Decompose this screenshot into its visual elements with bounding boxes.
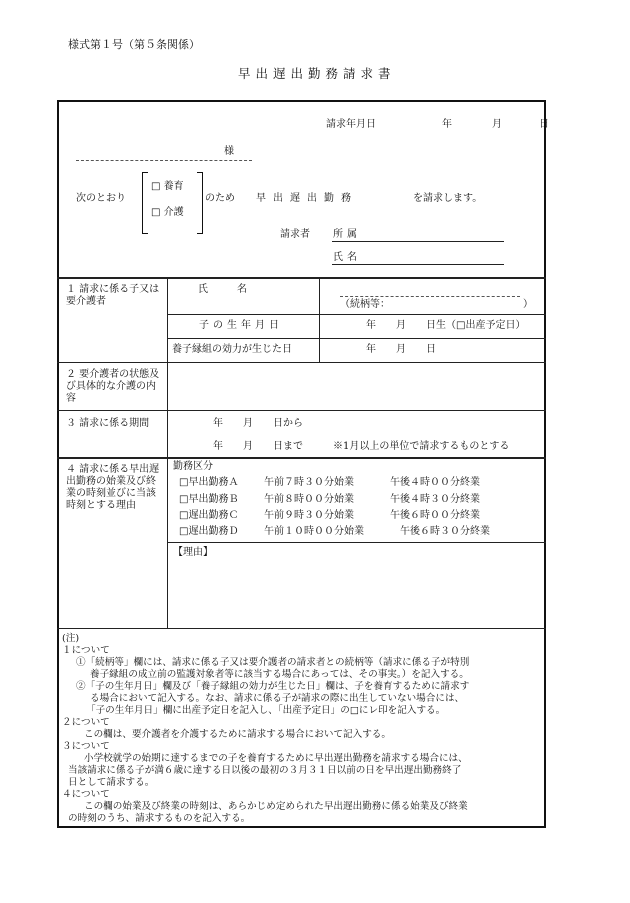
note-4-b: の時刻のうち、請求するものを記入する。 [68, 813, 251, 824]
s1-adoption-label: 養子縁組の効力が生じた日 [172, 344, 292, 355]
request-date-month: 月 [492, 119, 502, 130]
note-3-b: 当該請求に係る子が満６歳に達する日以後の最初の３月３１日以前の日を早出遅出勤務終了 [68, 765, 462, 776]
divider-section4 [57, 457, 546, 459]
note-3: ３について [62, 741, 110, 752]
note-3-c: 日として請求する。 [68, 777, 155, 788]
s4-option-a-start: 午前７時３０分始業 [264, 477, 354, 488]
s4-option-b-start: 午前８時００分始業 [264, 494, 354, 505]
s4-option-d[interactable]: □遅出勤務Ｄ [179, 526, 239, 537]
s1-birth-label: 子の生年月日 [199, 320, 283, 331]
note-1-a1: ①「続柄等」欄には、請求に係る子又は要介護者の請求者との続柄等（請求に係る子が特別 [76, 657, 470, 668]
note-1-b1: ②「子の生年月日」欄及び「養子縁組の効力が生じた日」欄は、子を養育するために請求す [76, 681, 470, 692]
s4-option-b-end: 午後４時３０分終業 [390, 494, 480, 505]
left-bracket [142, 172, 148, 234]
note-2-a: この欄は、要介護者を介護するために請求する場合において記入する。 [84, 729, 391, 740]
section1-label: １ 請求に係る子又は要介護者 [66, 284, 160, 307]
note-4: ４について [62, 789, 110, 800]
for-text: のため [205, 193, 235, 204]
requester-label: 請求者 [280, 229, 310, 240]
divider-section1 [57, 277, 546, 279]
s1-birth-value[interactable]: 年 月 日生（□出産予定日） [366, 320, 526, 331]
option-childcare[interactable]: □ 養育 [151, 181, 184, 192]
divider-section2 [57, 362, 546, 363]
s3-to[interactable]: 年 月 日まで [213, 441, 303, 452]
form-number: 様式第１号（第５条関係） [68, 38, 200, 51]
s4-option-c[interactable]: □遅出勤務Ｃ [179, 510, 239, 521]
note-1-b3: 「子の生年月日」欄に出産予定日を記入し、「出産予定日」の□にレ印を記入する。 [86, 705, 446, 716]
section2-label: ２ 要介護者の状態及び具体的な介護の内容 [66, 369, 160, 404]
s4-division-label: 勤務区分 [173, 461, 213, 472]
s1-relation-close: ） [523, 299, 533, 310]
name-label: 氏名 [333, 252, 361, 263]
intro-prefix: 次のとおり [76, 193, 126, 204]
s4-option-d-start: 午前１０時００分始業 [264, 526, 364, 537]
divider-notes [57, 628, 546, 629]
s1-name-line[interactable] [340, 296, 520, 297]
divider-reason [167, 542, 546, 543]
note-1: １について [62, 645, 110, 656]
s4-option-d-end: 午後６時３０分終業 [400, 526, 490, 537]
divider-section3 [57, 410, 546, 411]
section4-label: ４ 請求に係る早出遅出勤務の始業及び終業の時刻並びに当該時刻とする理由 [66, 464, 160, 511]
affiliation-line[interactable] [332, 241, 504, 242]
s4-option-c-start: 午前９時３０分始業 [264, 510, 354, 521]
request-date-year: 年 [442, 119, 452, 130]
note-4-a: この欄の始業及び終業の時刻は、あらかじめ定められた早出遅出勤務に係る始業及び終業 [84, 801, 468, 812]
divider-label-col [167, 277, 168, 628]
note-3-a: 小学校就学の始期に達するまでの子を養育するために早出遅出勤務を請求する場合には、 [84, 753, 468, 764]
divider-value-col [319, 277, 320, 362]
s1-name-label: 氏 名 [198, 284, 250, 295]
affiliation-label: 所属 [333, 229, 361, 240]
s1-relation-label: （続柄等： [340, 299, 390, 310]
s3-from[interactable]: 年 月 日から [213, 418, 303, 429]
note-2: ２について [62, 717, 110, 728]
section3-label: ３ 請求に係る期間 [66, 418, 150, 429]
s4-option-a[interactable]: □早出勤務Ａ [179, 477, 239, 488]
s1-adoption-value[interactable]: 年 月 日 [366, 344, 436, 355]
note-1-a2: 養子縁組の成立前の監護対象者等に該当する場合にあっては、その事実。）を記入する。 [90, 669, 469, 680]
divider-s1-row1 [167, 314, 546, 315]
divider-s1-row2 [167, 338, 546, 339]
page-title: 早出遅出勤務請求書 [238, 66, 396, 81]
name-line[interactable] [332, 264, 504, 265]
request-date-day: 日 [539, 119, 549, 130]
note-1-b2: る場合において記入する。なお、請求に係る子が請求の際に出生していない場合には、 [90, 693, 465, 704]
s3-note: ※1月以上の単位で請求するものとする [333, 441, 510, 452]
addressee-suffix: 様 [224, 146, 234, 157]
request-date-label: 請求年月日 [326, 119, 376, 130]
option-care[interactable]: □ 介護 [151, 207, 184, 218]
addressee-line[interactable] [76, 160, 252, 161]
s4-option-c-end: 午後６時００分終業 [390, 510, 480, 521]
s4-option-a-end: 午後４時００分終業 [390, 477, 480, 488]
work-type: 早出遅出勤務 [256, 193, 358, 204]
s4-reason-label: 【理由】 [173, 547, 213, 558]
notes-heading: (注) [62, 633, 80, 644]
right-bracket [197, 172, 203, 234]
s4-option-b[interactable]: □早出勤務Ｂ [179, 494, 239, 505]
request-suffix: を請求します。 [413, 193, 483, 204]
